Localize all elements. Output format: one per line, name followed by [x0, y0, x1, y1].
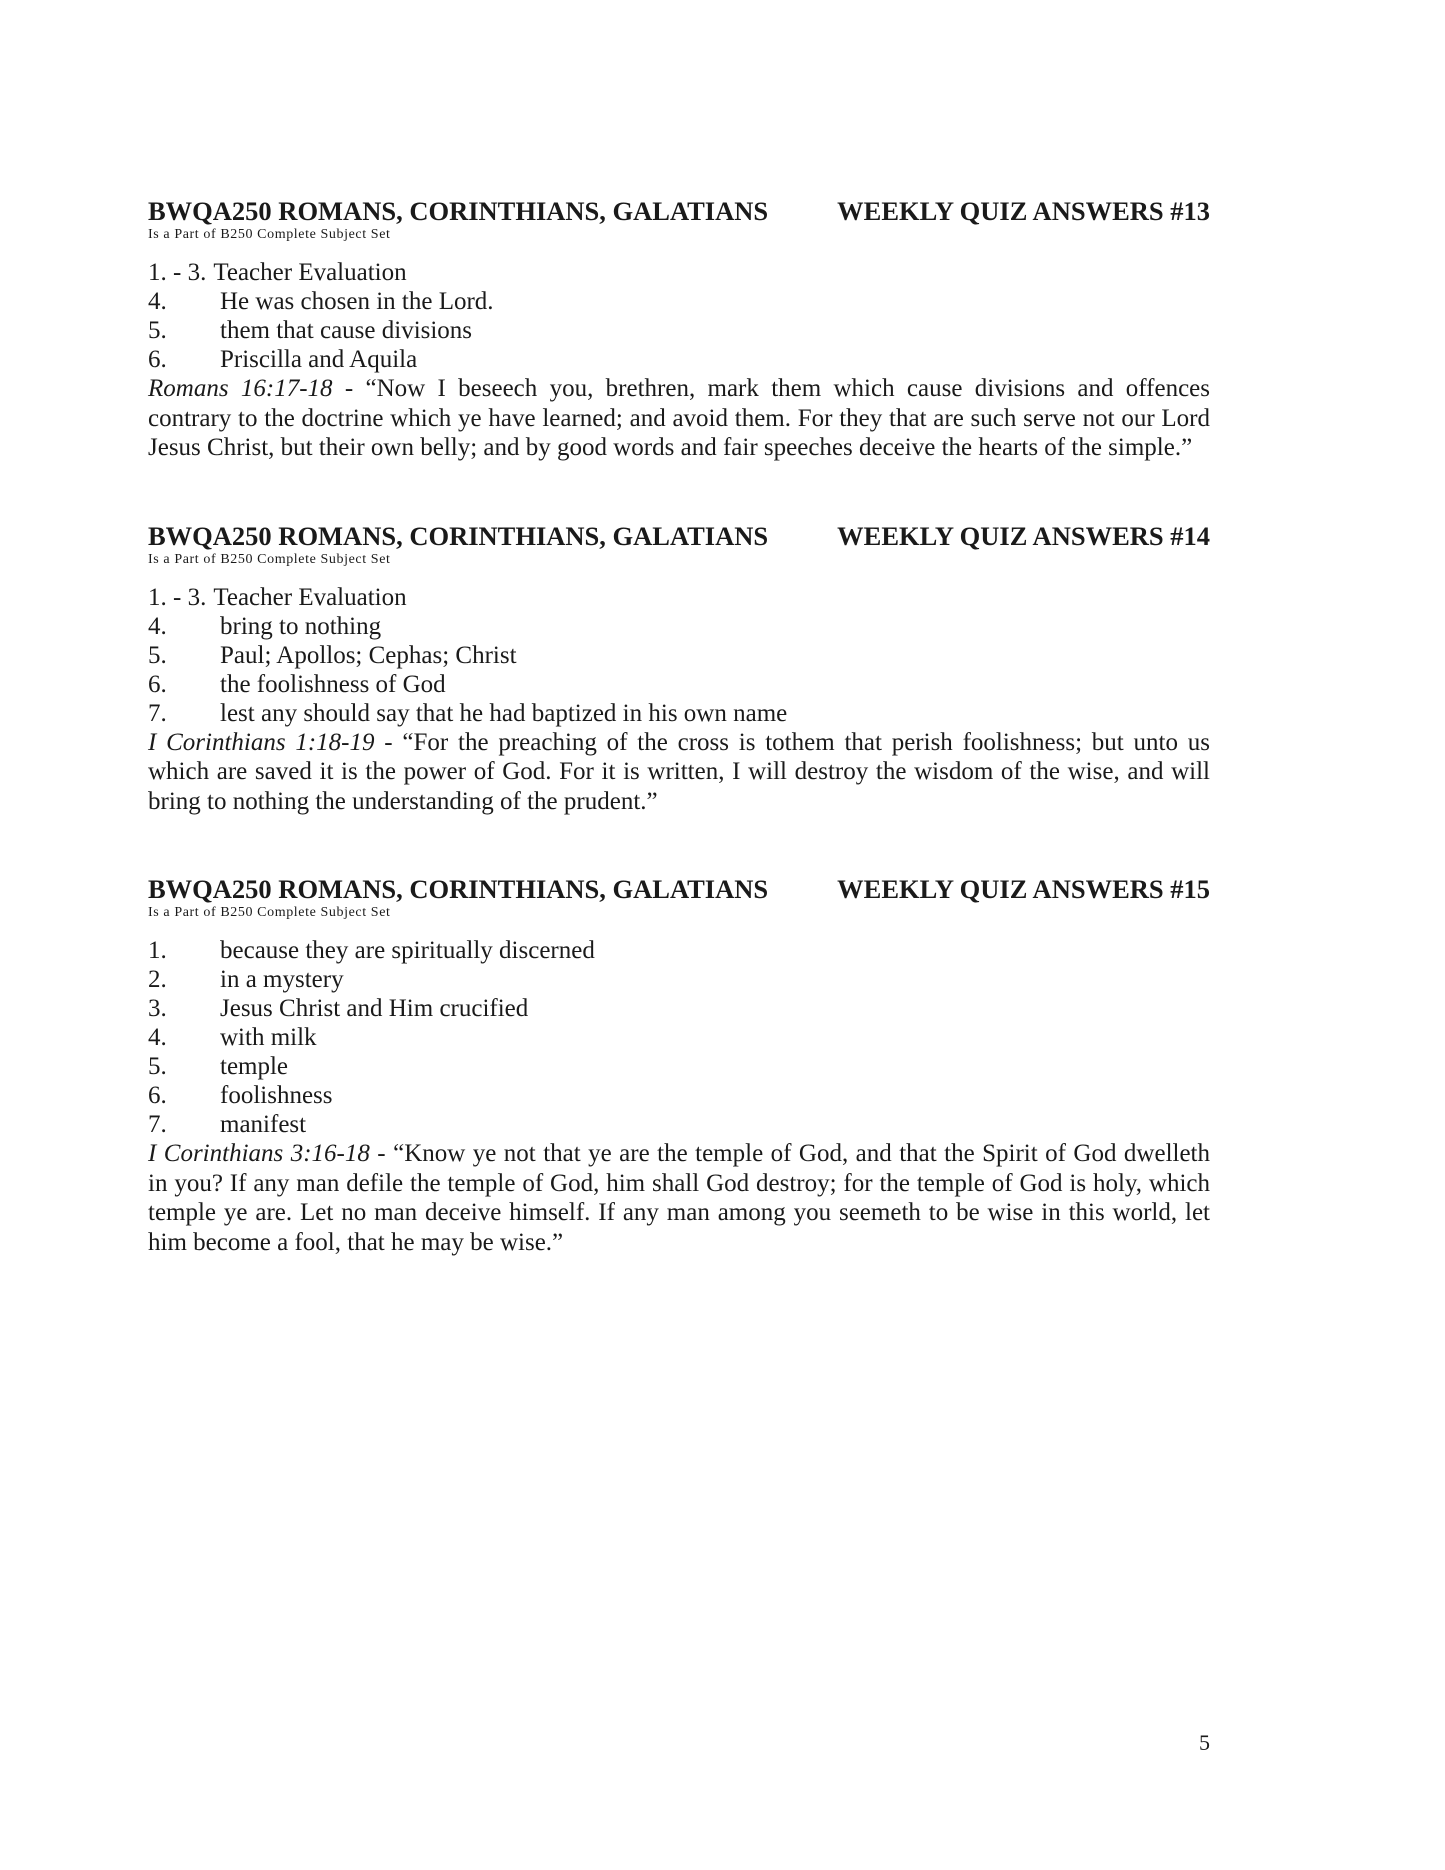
answer-item: [148, 994, 1210, 1023]
answer-number: 3.: [148, 995, 167, 1022]
answer-number: 5.: [148, 317, 167, 344]
answer-number: 2.: [148, 966, 167, 993]
answer-list: [148, 936, 1210, 1139]
answer-text: the foolishness of God: [220, 670, 446, 698]
scripture-reference: Romans 16:17-18: [148, 375, 333, 402]
scripture-reference: I Corinthians 3:16-18: [148, 1140, 370, 1167]
section-subtitle: Is a Part of B250 Complete Subject Set: [148, 551, 391, 567]
answer-item: [148, 612, 1210, 641]
answer-item: [148, 1081, 1210, 1110]
answer-item: [148, 287, 1210, 316]
section-subtitle: Is a Part of B250 Complete Subject Set: [148, 227, 391, 242]
answer-number: 6.: [148, 1082, 167, 1109]
answer-text: in a mystery: [220, 966, 344, 993]
answer-text: manifest: [220, 1111, 307, 1138]
scripture-separator: -: [374, 728, 403, 756]
scripture-text: “Now I beseech you, brethren, mark them which cause divisions and offences contrary to the doctrine which ye have learned; and avoid them. For they that are such serve not our Lord Jesus Christ, but their own belly; and by good words and fair speeches deceive the hearts of the simple.”: [148, 375, 1210, 461]
answer-text: Jesus Christ and Him crucified: [220, 995, 529, 1022]
scripture-passage: [148, 728, 1210, 817]
scripture-passage: [148, 374, 1210, 463]
answer-text: Teacher Evaluation: [213, 583, 407, 611]
scripture-text: “Know ye not that ye are the temple of God, and that the Spirit of God dwelleth in you? If any man defile the temple of God, him shall God destroy; for the temple of God is holy, which temple ye are. Let no man deceive himself. If any man among you seemeth to be wise in this world, let him become a fool, that he may be wise.”: [148, 1140, 1210, 1256]
answer-text: bring to nothing: [220, 612, 382, 640]
answer-number: 1. - 3.: [148, 583, 207, 611]
section-title: [148, 196, 1210, 226]
answer-text: Paul; Apollos; Cephas; Christ: [220, 641, 517, 669]
answer-text: them that cause divisions: [220, 317, 473, 344]
answer-item: [148, 258, 1210, 287]
quiz-answers-13: [148, 196, 1210, 463]
scripture-text: “For the preaching of the cross is tothem that perish foolishness; but unto us which are saved it is the power of God. For it is written, I will destroy the wisdom of the wise, and will bring to nothing the understanding of the prudent.”: [148, 728, 1210, 815]
section-title-course: BWQA250 ROMANS, CORINTHIANS, GALATIANS: [148, 874, 769, 904]
section-title: [148, 874, 1210, 904]
answer-text: lest any should say that he had baptized in his own name: [220, 699, 788, 727]
section-title-quiz: WEEKLY QUIZ ANSWERS #15: [837, 874, 1210, 904]
answer-number: 1. - 3.: [148, 259, 207, 286]
scripture-passage: [148, 1139, 1210, 1257]
answer-text: Teacher Evaluation: [213, 259, 407, 286]
answer-number: 5.: [148, 641, 167, 669]
answer-list: [148, 258, 1210, 374]
answer-text: temple: [220, 1053, 289, 1080]
answer-text: Priscilla and Aquila: [220, 346, 418, 373]
section-title-quiz: WEEKLY QUIZ ANSWERS #14: [837, 520, 1210, 551]
answer-item: [148, 936, 1210, 965]
answer-number: 5.: [148, 1053, 167, 1080]
answer-number: 1.: [148, 937, 167, 964]
scripture-separator: -: [369, 1140, 394, 1167]
scripture-reference: I Corinthians 1:18-19: [148, 728, 375, 756]
answer-text: foolishness: [220, 1082, 333, 1109]
answer-number: 4.: [148, 1024, 167, 1051]
answer-item: [148, 641, 1210, 670]
section-title-course: BWQA250 ROMANS, CORINTHIANS, GALATIANS: [148, 196, 769, 226]
section-title: [148, 521, 1210, 551]
quiz-answers-15: [148, 874, 1210, 1257]
answer-number: 4.: [148, 288, 167, 315]
quiz-answers-14: [148, 521, 1210, 817]
answer-text: He was chosen in the Lord.: [220, 288, 494, 315]
answer-number: 6.: [148, 670, 167, 698]
answer-item: [148, 583, 1210, 612]
answer-text: because they are spiritually discerned: [220, 937, 595, 964]
answer-item: [148, 1110, 1210, 1139]
answer-item: [148, 316, 1210, 345]
answer-item: [148, 345, 1210, 374]
answer-item: [148, 670, 1210, 699]
answer-number: 6.: [148, 346, 167, 373]
section-subtitle: Is a Part of B250 Complete Subject Set: [148, 905, 391, 920]
document-body: [148, 196, 1210, 1315]
section-title-quiz: WEEKLY QUIZ ANSWERS #13: [837, 196, 1210, 226]
answer-list: [148, 583, 1210, 728]
answer-text: with milk: [220, 1024, 317, 1051]
answer-item: [148, 699, 1210, 728]
answer-number: 7.: [148, 699, 167, 727]
page-number: 5: [1199, 1730, 1210, 1755]
answer-number: 4.: [148, 612, 167, 640]
scripture-separator: -: [332, 375, 366, 402]
answer-number: 7.: [148, 1111, 167, 1138]
answer-item: [148, 965, 1210, 994]
answer-item: [148, 1052, 1210, 1081]
section-title-course: BWQA250 ROMANS, CORINTHIANS, GALATIANS: [148, 520, 769, 551]
answer-item: [148, 1023, 1210, 1052]
